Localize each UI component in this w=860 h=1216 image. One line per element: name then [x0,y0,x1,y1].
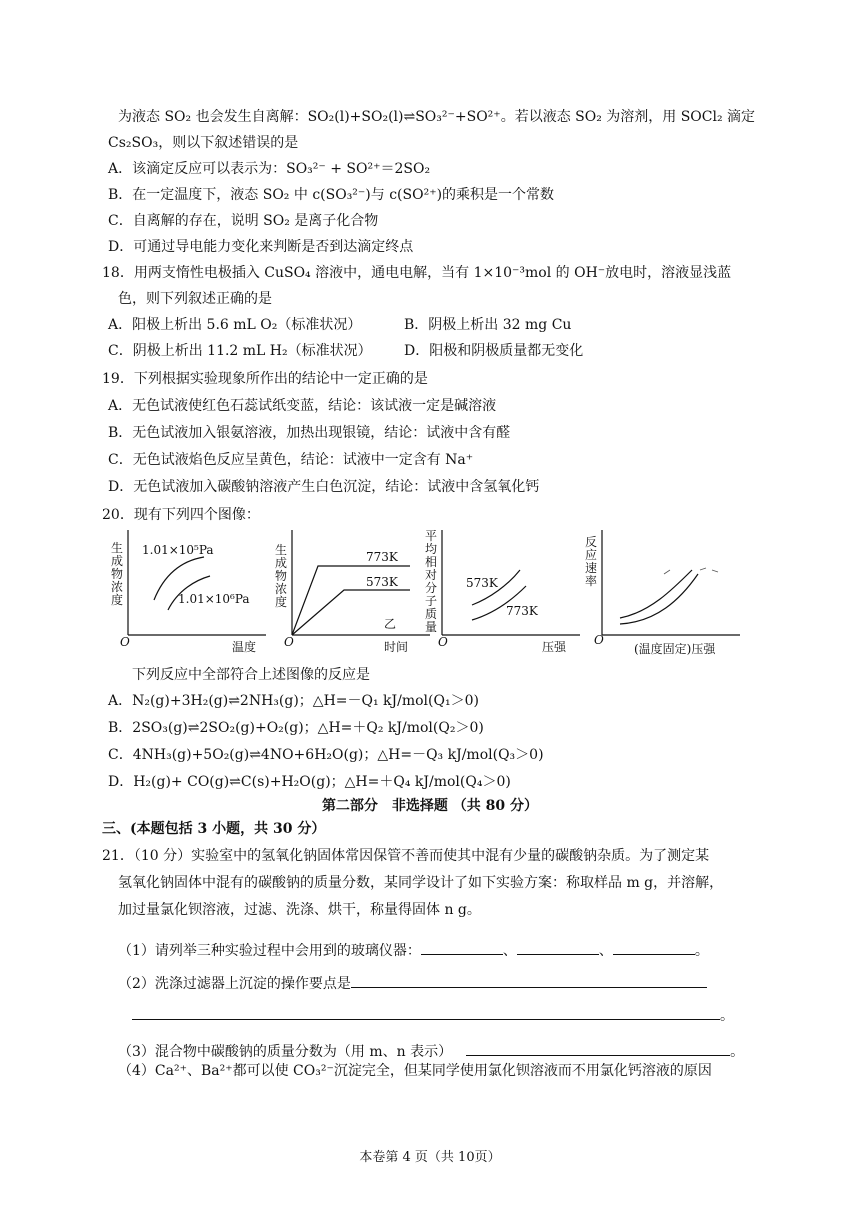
q17-option-b: B．在一定温度下，液态 SO₂ 中 c(SO₃²⁻)与 c(SO²⁺)的乘积是一个常数 [108,187,555,203]
graph-molar-mass-vs-pressure [420,530,580,655]
graph1-curve-high-label: 1.01×10⁵Pa [142,543,214,557]
graph2-ylabel: 生成物浓度 [274,543,287,609]
q21-sub3-text: （3）混合物中碳酸钠的质量分数为（用 m、n 表示） [118,1044,453,1060]
q19-option-b: B．无色试液加入银氨溶液，加热出现银镜，结论：试液中含有醛 [108,425,511,441]
q21-sub2-text: （2）洗涤过滤器上沉淀的操作要点是 [118,976,351,992]
graph2-origin: O [284,635,294,649]
q21-stem-line3: 加过量氯化钡溶液，过滤、洗涤、烘干，称量得固体 n g。 [118,902,481,918]
answer-blank-2[interactable] [517,940,599,955]
graph4-origin: O [594,633,604,647]
q19-option-c: C．无色试液焰色反应呈黄色，结论：试液中一定含有 Na⁺ [108,452,474,468]
graph4-ylabel: 反应速率 [584,535,597,588]
q18-stem-line1: 18．用两支惰性电极插入 CuSO₄ 溶液中，通电电解，当有 1×10⁻³mol 的 OH⁻放电时，溶液显浅蓝 [102,265,732,281]
graph-concentration-vs-time [270,530,430,655]
graph4-curve-reverse [620,574,698,624]
graph3-curve-high-label: 573K [466,576,498,590]
q21-sub2 [118,973,707,993]
q20-stem: 20．现有下列四个图像： [102,507,260,523]
q20-option-c: C．4NH₃(g)+5O₂(g)⇌4NO+6H₂O(g)；△H=－Q₃ kJ/mol(Q₃＞0) [108,747,544,763]
q21-stem-line2: 氢氧化钠固体中混有的碳酸钠的质量分数，某同学设计了如下实验方案：称取样品 m g，并溶解， [118,875,724,891]
q21-sub1 [118,940,709,960]
graph-concentration-vs-temperature [106,530,266,655]
q18-option-d: D．阳极和阴极质量都无变化 [404,343,584,359]
q21-sub2-cont [132,1005,734,1025]
graph3-ylabel: 平均相对分子质量 [424,529,437,634]
answer-blank-3[interactable] [613,940,695,955]
q19-option-a: A．无色试液使红色石蕊试纸变蓝，结论：该试液一定是碱溶液 [108,398,497,414]
q17-option-a: A．该滴定反应可以表示为：SO₃²⁻ + SO²⁺＝2SO₂ [108,161,431,177]
graph3-curve-low-label: 773K [506,604,538,618]
graph2-curve-high-label: 773K [366,550,398,564]
blank-separator: 、 [502,943,517,959]
q21-sub3 [118,1041,744,1061]
graph2-plot [270,530,430,655]
section3-title: 三、(本题包括 3 小题，共 30 分） [102,821,326,837]
q17-stem-line1: 为液态 SO₂ 也会发生自离解：SO₂(l)+SO₂(l)⇌SO₃²⁻+SO²⁺。若以液态 SO₂ 为溶剂，用 SOCl₂ 滴定 [118,109,756,125]
graph1-curve-low-label: 1.01×10⁶Pa [178,592,250,606]
q21-sub4: （4）Ca²⁺、Ba²⁺都可以使 CO₃²⁻沉淀完全，但某同学使用氯化钡溶液而不用氯化钙溶液的原因 [118,1063,712,1079]
graph-rate-vs-pressure [580,530,740,655]
blank-end: 。 [720,1008,734,1024]
graph4-plot [580,530,740,655]
graph2-curve-low-label: 573K [366,575,398,589]
graph3-origin: O [438,635,448,649]
q18-option-b: B．阴极上析出 32 mg Cu [404,317,572,333]
q21-stem-line1: 21．（10 分）实验室中的氢氧化钠固体常因保管不善而使其中混有少量的碳酸钠杂质。为了测定某 [102,848,710,864]
answer-blank-5[interactable] [132,1005,720,1020]
answer-blank-6[interactable] [466,1041,730,1056]
graph2-xlabel: 时间 [384,640,409,654]
answer-blank-4[interactable] [351,973,707,988]
blank-end: 。 [694,943,709,959]
q21-sub1-text: （1）请列举三种实验过程中会用到的玻璃仪器： [118,943,421,959]
q20-sub-stem: 下列反应中全部符合上述图像的反应是 [132,667,370,683]
q18-option-a: A．阳极上析出 5.6 mL O₂（标准状况） [108,317,362,333]
page-footer: 本卷第 4 页（共 10页） [359,1150,501,1165]
q20-option-a: A．N₂(g)+3H₂(g)⇌2NH₃(g)；△H=－Q₁ kJ/mol(Q₁＞0) [108,693,479,709]
graph1-origin: O [120,635,130,649]
q19-option-d: D．无色试液加入碳酸钠溶液产生白色沉淀，结论：试液中含氢氧化钙 [108,479,540,495]
q18-option-c: C．阴极上析出 11.2 mL H₂（标准状况） [108,343,372,359]
q19-stem: 19．下列根据实验现象所作出的结论中一定正确的是 [102,371,428,387]
q18-stem-line2: 色，则下列叙述正确的是 [118,291,272,307]
graph4-xlabel: (温度固定)压强 [634,642,716,656]
part2-title: 第二部分 非选择题 （共 80 分） [321,798,539,814]
graph3-xlabel: 压强 [542,640,567,654]
graph2-tag: 乙 [384,617,397,631]
blank-end: 。 [730,1044,745,1060]
q17-option-d: D．可通过导电能力变化来判断是否到达滴定终点 [108,239,414,255]
answer-blank-1[interactable] [421,940,503,955]
blank-separator: 、 [598,943,613,959]
q20-option-d: D．H₂(g)+ CO(g)⇌C(s)+H₂O(g)；△H=＋Q₄ kJ/mol(Q₄＞0) [108,774,511,790]
graph1-ylabel: 生成物浓度 [110,541,123,607]
q20-option-b: B．2SO₃(g)⇌2SO₂(g)+O₂(g)；△H=＋Q₂ kJ/mol(Q₂＞0) [108,720,484,736]
q17-option-c: C．自离解的存在，说明 SO₂ 是离子化合物 [108,213,379,229]
graph1-xlabel: 温度 [232,640,257,654]
q17-stem-line2: Cs₂SO₃，则以下叙述错误的是 [108,135,299,151]
